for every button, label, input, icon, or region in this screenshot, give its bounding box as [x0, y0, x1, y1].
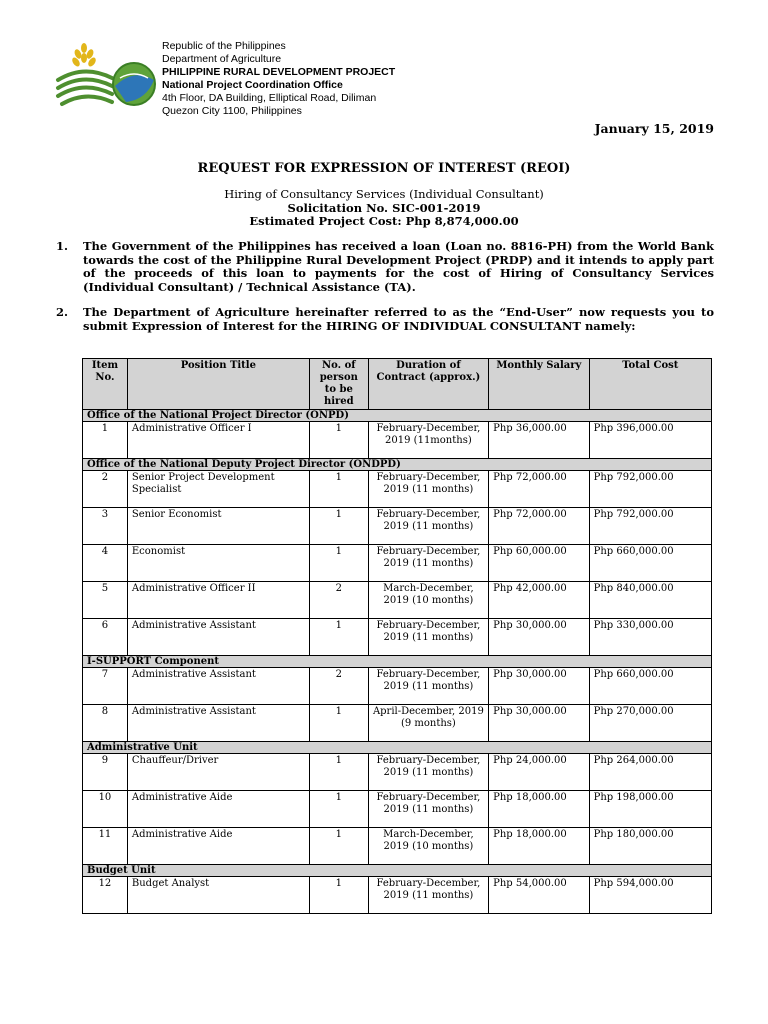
cell-position-title: Senior Economist — [127, 508, 309, 545]
section-row — [83, 410, 712, 422]
cell-total-cost: Php 660,000.00 — [589, 545, 711, 582]
cell-position-title: Administrative Officer I — [127, 422, 309, 459]
paragraph-text: The Department of Agriculture hereinafter referred to as the “End-User” now requests you to submit Expression of Interest for the HIRING OF INDIVIDUAL CONSULTANT namely: — [83, 305, 714, 333]
cell-monthly-salary: Php 30,000.00 — [489, 619, 590, 656]
cell-position-title: Administrative Officer II — [127, 582, 309, 619]
cell-total-cost: Php 792,000.00 — [589, 508, 711, 545]
paragraph-number: 2. — [56, 305, 69, 319]
cell-item-no: 9 — [83, 754, 128, 791]
subtitle-line: Solicitation No. SIC-001-2019 — [287, 200, 481, 215]
header-position-title: Position Title — [127, 359, 309, 410]
section-title: Office of the National Project Director (ONPD) — [83, 410, 712, 422]
cell-total-cost: Php 840,000.00 — [589, 582, 711, 619]
cell-monthly-salary: Php 18,000.00 — [489, 828, 590, 865]
cell-total-cost: Php 180,000.00 — [589, 828, 711, 865]
cell-item-no: 4 — [83, 545, 128, 582]
cell-duration: February-December, 2019 (11 months) — [368, 508, 488, 545]
cell-position-title: Administrative Aide — [127, 828, 309, 865]
cell-duration: February-December, 2019 (11 months) — [368, 791, 488, 828]
cell-item-no: 7 — [83, 668, 128, 705]
table-row — [83, 791, 712, 828]
cell-monthly-salary: Php 54,000.00 — [489, 877, 590, 914]
cell-persons: 1 — [309, 508, 368, 545]
letterhead-line: Republic of the Philippines — [162, 40, 286, 52]
cell-monthly-salary: Php 72,000.00 — [489, 508, 590, 545]
cell-position-title: Administrative Aide — [127, 791, 309, 828]
cell-item-no: 1 — [83, 422, 128, 459]
cell-total-cost: Php 660,000.00 — [589, 668, 711, 705]
cell-monthly-salary: Php 42,000.00 — [489, 582, 590, 619]
cell-monthly-salary: Php 30,000.00 — [489, 668, 590, 705]
cell-total-cost: Php 396,000.00 — [589, 422, 711, 459]
cell-monthly-salary: Php 18,000.00 — [489, 791, 590, 828]
table-row — [83, 828, 712, 865]
cell-duration: February-December, 2019 (11 months) — [368, 668, 488, 705]
section-row — [83, 865, 712, 877]
cell-position-title: Budget Analyst — [127, 877, 309, 914]
document-date: January 15, 2019 — [594, 121, 714, 136]
table-header-row — [83, 359, 712, 410]
table-row — [83, 508, 712, 545]
cell-monthly-salary: Php 30,000.00 — [489, 705, 590, 742]
cell-duration: February-December, 2019 (11 months) — [368, 877, 488, 914]
letterhead-line: Department of Agriculture — [162, 53, 282, 65]
table-row — [83, 545, 712, 582]
cell-persons: 1 — [309, 471, 368, 508]
subtitle-line: Hiring of Consultancy Services (Individual Consultant) — [224, 187, 544, 201]
cell-duration: February-December, 2019 (11months) — [368, 422, 488, 459]
cell-persons: 1 — [309, 422, 368, 459]
subtitle-line: Estimated Project Cost: Php 8,874,000.00 — [249, 214, 519, 228]
cell-persons: 1 — [309, 877, 368, 914]
section-title: Administrative Unit — [83, 742, 712, 754]
table-row — [83, 582, 712, 619]
cell-total-cost: Php 594,000.00 — [589, 877, 711, 914]
cell-persons: 1 — [309, 619, 368, 656]
cell-total-cost: Php 270,000.00 — [589, 705, 711, 742]
paragraph-number: 1. — [56, 239, 69, 253]
cell-item-no: 10 — [83, 791, 128, 828]
cell-item-no: 5 — [83, 582, 128, 619]
header-persons: No. of person to be hired — [309, 359, 368, 410]
table-row — [83, 705, 712, 742]
letterhead-line: Quezon City 1100, Philippines — [162, 105, 302, 117]
cell-item-no: 6 — [83, 619, 128, 656]
cell-total-cost: Php 264,000.00 — [589, 754, 711, 791]
letterhead-line: PHILIPPINE RURAL DEVELOPMENT PROJECT — [162, 66, 396, 78]
section-title: Office of the National Deputy Project Director (ONDPD) — [83, 459, 712, 471]
cell-total-cost: Php 198,000.00 — [589, 791, 711, 828]
prdp-logo-icon — [54, 40, 158, 112]
paragraph-text: The Government of the Philippines has received a loan (Loan no. 8816-PH) from the World Bank towards the cost of the Philippine Rural Development Project (PRDP) and it intends to apply part of the proceeds of this loan to payments for the cost of Hiring of Consultancy Services (Individual Consultant) / Technical Assistance (TA). — [83, 239, 714, 294]
letterhead-line: 4th Floor, DA Building, Elliptical Road, Diliman — [162, 92, 377, 104]
cell-position-title: Administrative Assistant — [127, 705, 309, 742]
cell-item-no: 12 — [83, 877, 128, 914]
cell-duration: February-December, 2019 (11 months) — [368, 619, 488, 656]
paragraph-2 — [56, 306, 714, 333]
cell-persons: 1 — [309, 754, 368, 791]
cell-duration: February-December, 2019 (11 months) — [368, 754, 488, 791]
positions-table — [82, 358, 712, 914]
cell-persons: 1 — [309, 705, 368, 742]
cell-persons: 1 — [309, 545, 368, 582]
cell-position-title: Senior Project Development Specialist — [127, 471, 309, 508]
cell-total-cost: Php 330,000.00 — [589, 619, 711, 656]
cell-duration: March-December, 2019 (10 months) — [368, 582, 488, 619]
section-row — [83, 459, 712, 471]
document-title: REQUEST FOR EXPRESSION OF INTEREST (REOI) — [197, 161, 571, 176]
cell-duration: April-December, 2019 (9 months) — [368, 705, 488, 742]
cell-persons: 1 — [309, 828, 368, 865]
cell-position-title: Administrative Assistant — [127, 619, 309, 656]
table-row — [83, 668, 712, 705]
cell-monthly-salary: Php 60,000.00 — [489, 545, 590, 582]
header-item-no: Item No. — [83, 359, 128, 410]
table-row — [83, 877, 712, 914]
cell-monthly-salary: Php 24,000.00 — [489, 754, 590, 791]
header-duration: Duration of Contract (approx.) — [368, 359, 488, 410]
header-total-cost: Total Cost — [589, 359, 711, 410]
cell-position-title: Chauffeur/Driver — [127, 754, 309, 791]
cell-duration: March-December, 2019 (10 months) — [368, 828, 488, 865]
paragraph-1 — [56, 240, 714, 294]
section-title: I-SUPPORT Component — [83, 656, 712, 668]
letterhead-text — [162, 40, 395, 118]
cell-position-title: Economist — [127, 545, 309, 582]
letterhead — [54, 40, 474, 117]
table-row — [83, 754, 712, 791]
table-row — [83, 619, 712, 656]
cell-position-title: Administrative Assistant — [127, 668, 309, 705]
cell-item-no: 11 — [83, 828, 128, 865]
header-monthly-salary: Monthly Salary — [489, 359, 590, 410]
cell-persons: 1 — [309, 791, 368, 828]
cell-monthly-salary: Php 36,000.00 — [489, 422, 590, 459]
document-subtitle — [0, 188, 768, 229]
cell-duration: February-December, 2019 (11 months) — [368, 471, 488, 508]
cell-monthly-salary: Php 72,000.00 — [489, 471, 590, 508]
cell-item-no: 3 — [83, 508, 128, 545]
cell-item-no: 8 — [83, 705, 128, 742]
cell-duration: February-December, 2019 (11 months) — [368, 545, 488, 582]
table-row — [83, 422, 712, 459]
cell-persons: 2 — [309, 668, 368, 705]
section-title: Budget Unit — [83, 865, 712, 877]
cell-total-cost: Php 792,000.00 — [589, 471, 711, 508]
section-row — [83, 742, 712, 754]
section-row — [83, 656, 712, 668]
table-body — [83, 410, 712, 914]
cell-item-no: 2 — [83, 471, 128, 508]
letterhead-line: National Project Coordination Office — [162, 79, 343, 91]
table-row — [83, 471, 712, 508]
cell-persons: 2 — [309, 582, 368, 619]
